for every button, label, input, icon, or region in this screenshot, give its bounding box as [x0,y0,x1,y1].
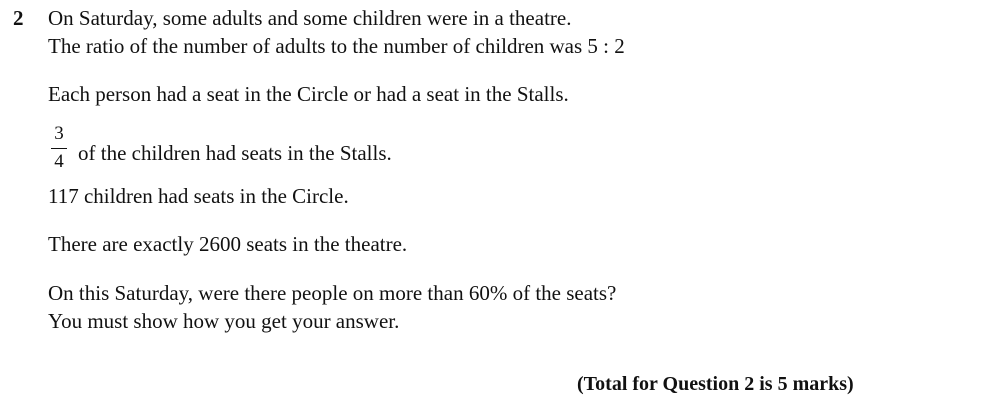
question-line-6: There are exactly 2600 seats in the theatre. [48,232,408,256]
fraction-numerator: 3 [54,123,64,144]
fraction-bar [51,148,67,149]
question-line-1: On Saturday, some adults and some children were in a theatre. [48,6,572,30]
fraction [51,124,67,172]
question-line-3: Each person had a seat in the Circle or had a seat in the Stalls. [48,82,569,106]
question-line-5: 117 children had seats in the Circle. [48,184,349,208]
question-number: 2 [13,6,24,30]
question-line-7: On this Saturday, were there people on more than 60% of the seats? [48,281,617,305]
fraction-denominator: 4 [54,151,64,172]
question-line-4: of the children had seats in the Stalls. [78,141,392,165]
question-line-8: You must show how you get your answer. [48,309,400,333]
question-line-2: The ratio of the number of adults to the number of children was 5 : 2 [48,34,625,58]
total-marks: (Total for Question 2 is 5 marks) [577,373,854,395]
